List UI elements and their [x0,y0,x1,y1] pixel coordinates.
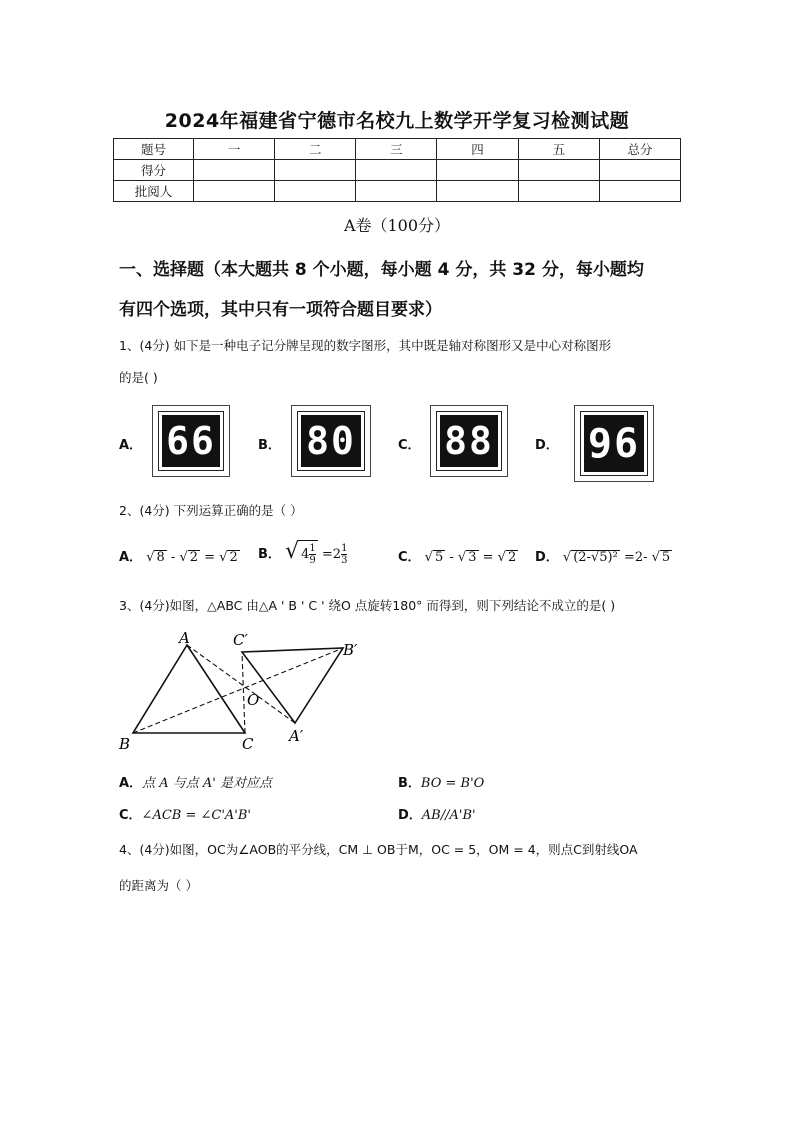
q1-option-a-digits: 66 [166,419,216,463]
score-table-row [114,160,681,181]
q1-option-c-digits: 88 [444,419,494,463]
score-header-cell: 二 [275,139,356,160]
label-o: O [247,691,260,709]
q1-option-d-board [574,405,654,482]
score-header-cell: 三 [356,139,437,160]
q1-option-a-board [152,405,230,477]
segment-c-c1 [242,652,245,733]
score-header-cell: 一 [194,139,275,160]
label-a-prime: A′ [289,727,304,745]
q2-option-b: B． √ 4 $\frac{1}{9}$ =2 $\frac{1}{3}$ [258,539,348,566]
score-cell [275,181,356,202]
q3-option-d: D．AB//A'B' [398,808,476,823]
page-title: 2024年福建省宁德市名校九上数学开学复习检测试题 [164,110,630,132]
label-a: A [179,629,190,647]
score-row-label: 批阅人 [114,181,194,202]
score-table-header-row [114,139,681,160]
part1-heading-line1: 一、选择题（本大题共 8 个小题，每小题 4 分，共 32 分，每小题均 [119,260,644,280]
score-header-cell: 四 [437,139,518,160]
q2-stem: 2、(4分) 下列运算正确的是（ ） [119,503,303,518]
score-header-cell: 题号 [114,139,194,160]
part1-heading-line2: 有四个选项，其中只有一项符合题目要求） [119,300,442,320]
q3-option-a: A．点 A 与点 A' 是对应点 [119,776,272,791]
q1-option-d-label: D． [535,438,559,453]
segment-b-b1 [133,648,343,733]
score-cell [437,160,518,181]
q3-option-b: B．BO = B'O [398,776,485,791]
q3-rotation-figure [115,625,380,755]
q1-option-b-digits: 80 [306,419,356,463]
q1-option-c-board [430,405,508,477]
q1-option-a-label: A． [119,438,143,453]
score-cell [356,160,437,181]
score-table-row [114,181,681,202]
score-row-label: 得分 [114,160,194,181]
q1-option-c-label: C． [398,438,421,453]
label-c-prime: C′ [233,631,248,649]
score-header-cell: 五 [518,139,599,160]
q2-option-c: C． √ 5 - √ 3 = √ 2 [398,550,517,565]
score-cell [518,181,599,202]
triangle-a1b1c1 [242,648,343,723]
score-cell [356,181,437,202]
score-cell [275,160,356,181]
label-b: B [119,735,131,753]
q2-option-d: D． √ (2-√5)² =2- √ 5 [535,550,671,565]
q4-stem-line1: 4、(4分)如图，OC为∠AOB的平分线，CM ⊥ OB于M，OC = 5，OM = 4，则点C到射线OA [119,842,638,857]
score-cell [194,181,275,202]
score-table [113,138,681,202]
q1-option-b-board [291,405,371,477]
q1-stem-line1: 1、(4分) 如下是一种电子记分牌呈现的数字图形，其中既是轴对称图形又是中心对称图形 [119,338,612,353]
q3-option-c: C．∠ACB = ∠C'A'B' [119,808,251,823]
segment-a-a1 [187,645,295,723]
score-cell [518,160,599,181]
score-header-cell: 总分 [599,139,680,160]
q2-option-a: A． √ 8 - √ 2 = √ 2 [119,550,238,565]
q4-stem-line2: 的距离为（ ） [119,878,198,893]
q1-stem-line2: 的是( ) [119,370,158,385]
score-cell [599,160,680,181]
label-b-prime: B′ [343,641,358,659]
triangle-abc [133,645,245,733]
score-cell [599,181,680,202]
q1-option-d-digits: 96 [587,420,641,467]
score-cell [194,160,275,181]
score-cell [437,181,518,202]
label-c: C [242,735,254,753]
q3-stem: 3、(4分)如图，△ABC 由△A ' B ' C ' 绕O 点旋转180° 而得到，则下列结论不成立的是( ) [119,598,616,613]
q1-option-b-label: B． [258,438,281,453]
section-a-title: A卷（100分） [343,216,451,235]
